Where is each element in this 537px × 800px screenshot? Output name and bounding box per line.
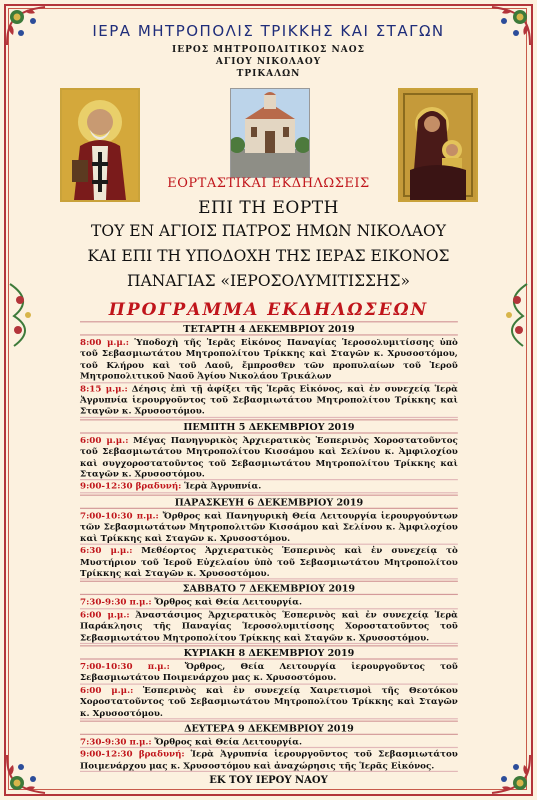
entry-time: 9:00-12:30 βραδυνή:	[79, 748, 185, 760]
schedule-entry	[80, 481, 458, 493]
entry-time: 6:00 μ.μ.:	[79, 434, 129, 446]
entry-text: Ἀναστάσιμος Ἀρχιερατικὸς Ἑσπερινὸς καὶ ἐν συνεχείᾳ Ἱερὰ Παράκλησις τῆς Παναγίας Ἱεροσολυμιτίσσης Χοροστατοῦντος τοῦ Σεβασμιωτάτου Μητροπολίτου Τρίκκης καὶ Σταγῶν κ. Χρυσοστόμου.	[79, 609, 458, 643]
entry-text: Ὄρθρος καὶ Πανηγυρικὴ Θεία Λειτουργία ἱερουργούντων τῶν Σεβασμιωτάτων Μητροπολιτῶν Κισσάμου καὶ Σελίνου κ. Ἀμφιλοχίου καὶ Τρίκκης καὶ Σταγῶν κ. Χρυσοστόμου.	[79, 509, 458, 544]
day-header: ΔΕΥΤΕΡΑ 9 ΔΕΚΕΜΒΡΙΟΥ 2019	[80, 721, 458, 735]
entry-time: 6:30 μ.μ.:	[79, 544, 133, 556]
entry-time: 6:00 μ.μ.:	[79, 609, 130, 620]
entry-time: 7:00-10:30 π.μ.:	[79, 660, 170, 672]
entry-text: Μέγας Πανηγυρικὸς Ἀρχιερατικὸς Ἑσπερινὸς Χοροστατοῦντος τοῦ Σεβασμιωτάτου Μητροπολίτου Κισσάμου καὶ Σελίνου κ. Ἀμφιλοχίου καὶ συγχοροστατοῦντος τοῦ Σεβασμιωτάτου Μητροπολίτου Τρίκκης καὶ Σταγῶν κ. Χρυσοστόμου.	[79, 434, 458, 480]
events-title: ΕΟΡΤΑΣΤΙΚΑΙ ΕΚΔΗΛΩΣΕΙΣ	[167, 176, 370, 191]
corner-ornament-icon	[488, 751, 534, 797]
church-subtitle: ΙΕΡΟΣ ΜΗΤΡΟΠΟΛΙΤΙΚΟΣ ΝΑΟΣ	[172, 45, 365, 55]
day-header: ΠΕΜΠΤΗ 5 ΔΕΚΕΜΒΡΙΟΥ 2019	[80, 419, 458, 433]
day-header: ΣΑΒΒΑΤΟ 7 ΔΕΚΕΜΒΡΙΟΥ 2019	[80, 581, 458, 595]
feast-line-3: ΚΑΙ ΕΠΙ ΤΗ ΥΠΟΔΟΧΗ ΤΗΣ ΙΕΡΑΣ ΕΙΚΟΝΟΣ	[87, 247, 450, 265]
feast-line-2: ΤΟΥ ΕΝ ΑΓΙΟΙΣ ΠΑΤΡΟΣ ΗΜΩΝ ΝΙΚΟΛΑΟΥ	[91, 222, 446, 240]
schedule-entry	[80, 545, 458, 580]
entry-time: 6:00 μ.μ.:	[79, 684, 133, 696]
schedule-entry	[80, 383, 458, 418]
entry-text: Ἱερὰ Ἀγρυπνία.	[183, 480, 261, 492]
entry-text: Δέησις ἐπὶ τῇ ἀφίξει τῆς Ἱερᾶς Εἰκόνος, καὶ ἐν συνεχείᾳ Ἱερὰ Ἀγρυπνία ἱερουργοῦντος τοῦ Σεβασμιωτάτου Μητροπολίτου Τρίκκης καὶ Σταγῶν κ. Χρυσοστόμου.	[79, 382, 458, 417]
schedule-entry	[80, 510, 458, 545]
day-block	[80, 645, 458, 719]
metropolis-title: ΙΕΡΑ ΜΗΤΡΟΠΟΛΙΣ ΤΡΙΚΚΗΣ ΚΑΙ ΣΤΑΓΩΝ	[92, 22, 445, 40]
feast-line-1: ΕΠΙ ΤΗ ΕΟΡΤΗ	[198, 198, 339, 218]
entry-text: Μεθέορτος Ἀρχιερατικὸς Ἑσπερινὸς καὶ ἐν συνεχείᾳ τὸ Μυστήριον τοῦ Ἱεροῦ Εὐχελαίου ὑπὸ τοῦ Σεβασμιωτάτου Μητροπολίτου Τρίκκης καὶ Σταγῶν κ. Χρυσοστόμου.	[79, 544, 458, 579]
church-photo	[230, 88, 310, 178]
entry-time: 7:00-10:30 π.μ.:	[79, 509, 159, 521]
entry-time: 8:00 μ.μ.:	[79, 336, 129, 348]
day-block	[80, 321, 458, 418]
feast-line-4: ΠΑΝΑΓΙΑΣ «ΙΕΡΟΣΟΛΥΜΙΤΙΣΣΗΣ»	[127, 272, 410, 290]
schedule-entry	[80, 435, 458, 481]
town-name: ΤΡΙΚΑΛΩΝ	[236, 69, 301, 79]
entry-time: 9:00-12:30 βραδυνή:	[79, 480, 181, 492]
schedule-entry	[80, 661, 458, 685]
entry-text: Ἑσπερινὸς καὶ ἐν συνεχείᾳ Χαιρετισμοὶ τῆς Θεοτόκου Χοροστατοῦντος τοῦ Σεβασμιωτάτου Μητροπολίτου Τρίκκης καὶ Σταγῶν κ. Χρυσοστόμου.	[79, 684, 458, 718]
entry-time: 7:30-9:30 π.μ.:	[79, 596, 152, 608]
church-name: ΑΓΙΟΥ ΝΙΚΟΛΑΟΥ	[215, 57, 322, 67]
entry-text: Ὑποδοχὴ τῆς Ἱερᾶς Εἰκόνος Παναγίας Ἱεροσολυμιτίσσης ὑπὸ τοῦ Σεβασμιωτάτου Μητροπολίτου Τρίκκης καὶ Σταγῶν κ. Χρυσοστόμου, τοῦ Κλήρου καὶ τοῦ Λαοῦ, ἔμπροσθεν τῶν προπυλαίων τοῦ Ἱεροῦ Μητροπολιτικοῦ Ναοῦ Ἁγίου Νικολάου Τρικάλων	[79, 336, 458, 382]
schedule-entry	[80, 609, 458, 644]
entry-text: Ὄρθρος, Θεία Λειτουργία ἱερουργοῦντος τοῦ Σεβασμιωτάτου Ποιμενάρχου μας κ. Χρυσοστόμου.	[79, 660, 458, 683]
day-block	[80, 494, 458, 579]
schedule-entry	[80, 749, 458, 773]
entry-time: 7:30-9:30 π.μ.:	[79, 736, 152, 747]
schedule-entry	[80, 684, 458, 719]
corner-ornament-icon	[3, 751, 49, 797]
day-block	[80, 721, 458, 773]
schedule-entry	[80, 337, 458, 383]
day-header: ΠΑΡΑΣΚΕΥΗ 6 ΔΕΚΕΜΒΡΙΟΥ 2019	[80, 494, 458, 508]
entry-text: Ὄρθρος καὶ Θεία Λειτουργία.	[153, 736, 302, 747]
entry-text: Ὄρθρος καὶ Θεία Λειτουργία.	[153, 596, 302, 608]
program-schedule	[80, 320, 458, 772]
footer-signature: ΕΚ ΤΟΥ ΙΕΡΟΥ ΝΑΟΥ	[209, 775, 328, 786]
day-block	[80, 581, 458, 644]
entry-text: Ἱερὰ Ἀγρυπνία ἱερουργοῦντος τοῦ Σεβασμιωτάτου Ποιμενάρχου μας κ. Χρυσοστόμου καὶ ἀναχώρησις τῆς Ἱερᾶς Εἰκόνος.	[79, 748, 458, 771]
program-title: ΠΡΟΓΡΑΜΜΑ ΕΚΔΗΛΩΣΕΩΝ	[108, 300, 429, 320]
entry-time: 8:15 μ.μ.:	[79, 382, 128, 394]
day-block	[80, 419, 458, 493]
day-header: ΤΕΤΑΡΤΗ 4 ΔΕΚΕΜΒΡΙΟΥ 2019	[80, 321, 458, 335]
schedule-entry	[80, 736, 458, 748]
schedule-entry	[80, 597, 458, 609]
day-header: ΚΥΡΙΑΚΗ 8 ΔΕΚΕΜΒΡΙΟΥ 2019	[80, 645, 458, 659]
